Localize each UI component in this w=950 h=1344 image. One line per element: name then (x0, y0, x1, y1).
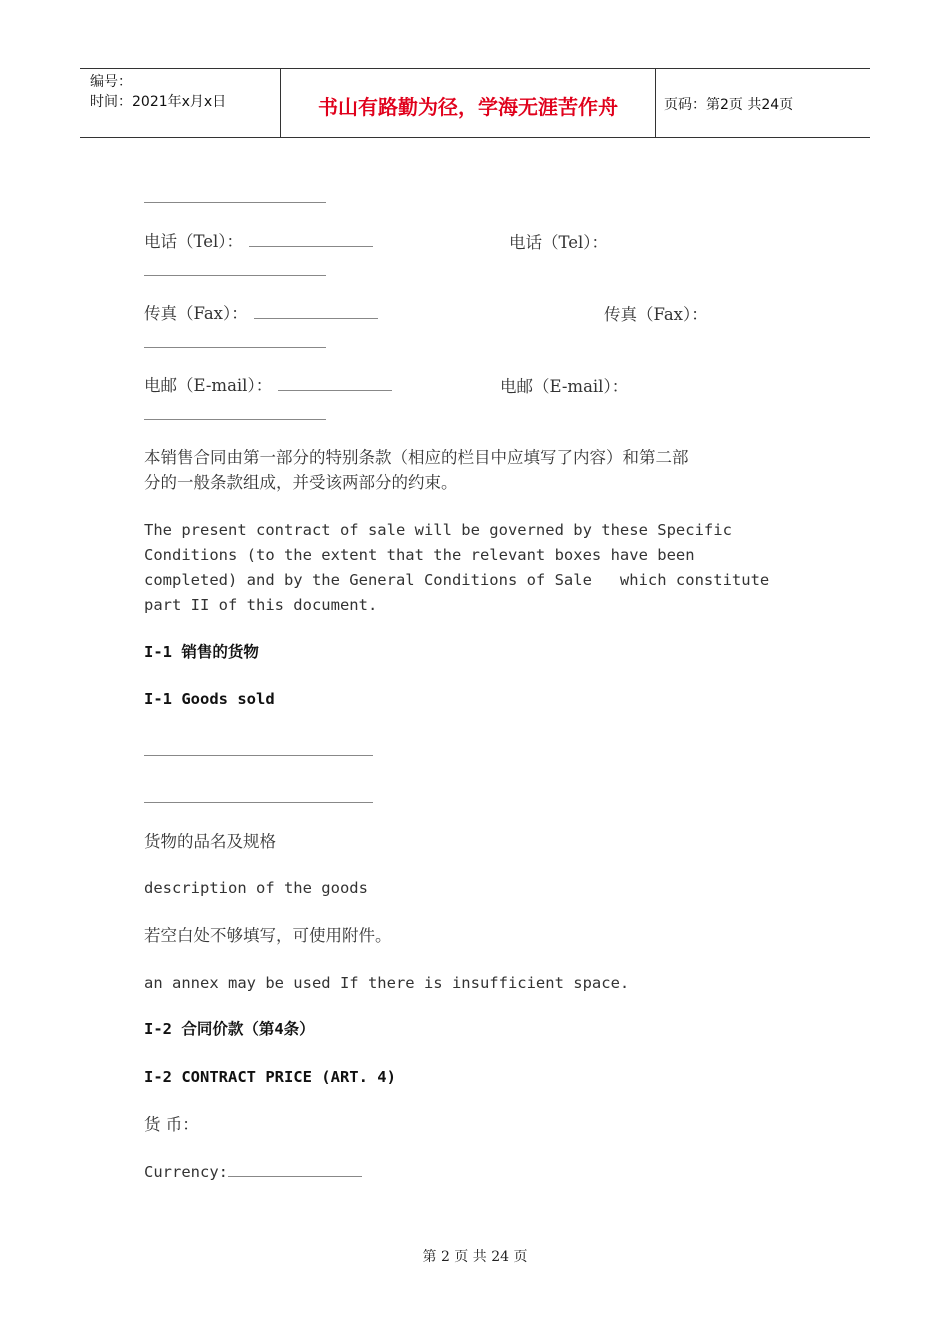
blank-line (144, 202, 326, 203)
currency-label-zh: 货 币： (144, 1115, 199, 1134)
intro-zh-line-2: 分的一般条款组成，并受该两部分的约束。 (144, 473, 458, 492)
tel-blank (249, 245, 373, 247)
fax-row-left (144, 301, 378, 326)
section-2-heading-en: I-2 CONTRACT PRICE (ART. 4) (144, 1068, 396, 1086)
page-footer: 第 2 页 共 24 页 (422, 1249, 528, 1265)
header-right-cell (654, 69, 870, 137)
intro-en-paragraph: The present contract of sale will be governed by these Specific Conditions (to the extent that the relevant boxes have been completed) and by the General Conditions of Sale which constitute part II of this document. (144, 521, 770, 614)
fax-label-right: 传真（Fax）： (604, 305, 708, 324)
tel-label-right: 电话（Tel）： (509, 233, 609, 252)
email-blank (278, 389, 392, 391)
goods-blank-line-2 (144, 802, 373, 803)
annex-note-zh: 若空白处不够填写，可使用附件。 (144, 926, 392, 945)
currency-row (144, 1160, 362, 1185)
section-2-heading-zh: I-2 合同价款（第4条） (144, 1020, 315, 1038)
header-motto-cell (280, 69, 656, 137)
blank-line (144, 347, 326, 348)
currency-blank (228, 1175, 362, 1177)
email-label: 电邮（E-mail）： (144, 376, 273, 395)
page-header (80, 68, 870, 138)
section-1-heading-en: I-1 Goods sold (144, 690, 275, 708)
goods-blank-line-1 (144, 755, 373, 756)
section-1-heading-zh: I-1 销售的货物 (144, 643, 259, 661)
header-page-indicator: 页码：第2页 共24页 (664, 97, 794, 113)
fax-label: 传真（Fax）： (144, 304, 248, 323)
annex-note-en: an annex may be used If there is insufficient space. (144, 974, 630, 992)
blank-line (144, 275, 326, 276)
goods-description-zh: 货物的品名及规格 (144, 832, 276, 851)
document-date-label: 时间：2021年x月x日 (90, 94, 227, 110)
tel-row-left (144, 229, 373, 254)
email-label-right: 电邮（E-mail）： (500, 377, 629, 396)
goods-description-en: description of the goods (144, 879, 368, 897)
blank-line (144, 419, 326, 420)
fax-blank (254, 317, 378, 319)
intro-zh-line-1: 本销售合同由第一部分的特别条款（相应的栏目中应填写了内容）和第二部 (144, 448, 689, 467)
tel-label: 电话（Tel）： (144, 232, 244, 251)
header-left-cell (80, 69, 280, 137)
currency-label-en: Currency: (144, 1163, 228, 1181)
email-row-left (144, 373, 392, 398)
document-number-label: 编号： (90, 74, 132, 90)
header-motto: 书山有路勤为径，学海无涯苦作舟 (318, 95, 618, 119)
